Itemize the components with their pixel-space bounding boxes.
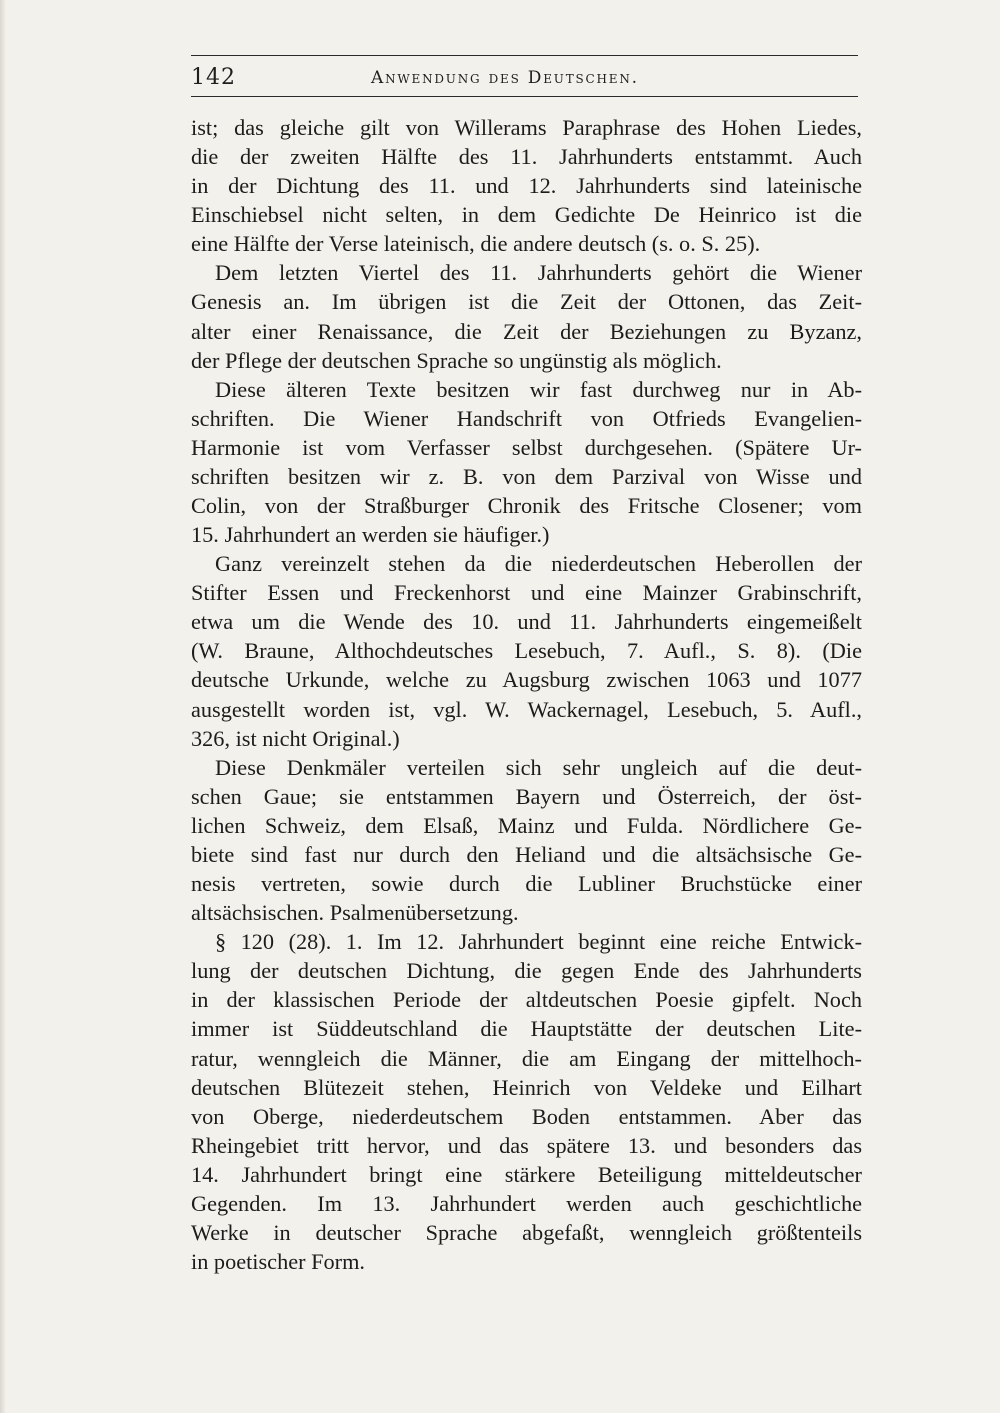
text-line: biete sind fast nur durch den Heliand und die altsächsische Ge- <box>191 841 862 867</box>
text-line: Gegenden. Im 13. Jahrhundert werden auch geschichtliche <box>191 1190 862 1216</box>
page-number: 142 <box>191 65 236 90</box>
text-line: der Pflege der deutschen Sprache so ungünstig als möglich. <box>191 347 722 373</box>
running-head: Anwendung des Deutschen. <box>371 68 639 88</box>
text-line: ist; das gleiche gilt von Willerams Paraphrase des Hohen Liedes, <box>191 115 862 140</box>
text-line: lung der deutschen Dichtung, die gegen Ende des Jahrhunderts <box>191 958 862 984</box>
text-line: schen Gaue; sie entstammen Bayern und Österreich, der öst- <box>191 783 862 809</box>
text-line: § 120 (28). 1. Im 12. Jahrhundert beginnt eine reiche Entwick- <box>215 929 862 955</box>
text-line: deutsche Urkunde, welche zu Augsburg zwischen 1063 und 1077 <box>191 667 862 693</box>
text-line: alter einer Renaissance, die Zeit der Beziehungen zu Byzanz, <box>191 318 862 344</box>
page-header <box>191 62 858 92</box>
page-gutter-shadow <box>0 0 6 1413</box>
text-line: in der klassischen Periode der altdeutschen Poesie gipfelt. Noch <box>191 987 862 1013</box>
text-line: schriften besitzen wir z. B. von dem Parzival von Wisse und <box>191 463 862 489</box>
body-text <box>191 113 862 1276</box>
text-line: Stifter Essen und Freckenhorst und eine Mainzer Grabinschrift, <box>191 580 862 606</box>
text-line: die der zweiten Hälfte des 11. Jahrhunderts entstammt. Auch <box>191 144 862 170</box>
text-line: in der Dichtung des 11. und 12. Jahrhunderts sind lateinische <box>191 173 862 199</box>
text-line: lichen Schweiz, dem Elsaß, Mainz und Fulda. Nördlichere Ge- <box>191 812 862 838</box>
text-line: (W. Braune, Althochdeutsches Lesebuch, 7. Aufl., S. 8). (Die <box>191 638 862 664</box>
text-line: Harmonie ist vom Verfasser selbst durchgesehen. (Spätere Ur- <box>191 434 862 460</box>
text-line: 15. Jahrhundert an werden sie häufiger.) <box>191 522 550 548</box>
text-line: in poetischer Form. <box>191 1249 366 1275</box>
text-line: Dem letzten Viertel des 11. Jahrhunderts gehört die Wiener <box>215 260 862 286</box>
header-rule-bottom <box>191 96 858 97</box>
text-line: deutschen Blütezeit stehen, Heinrich von Veldeke und Eilhart <box>191 1074 862 1100</box>
text-line: schriften. Die Wiener Handschrift von Otfrieds Evangelien- <box>191 405 862 431</box>
text-line: ratur, wenngleich die Männer, die am Eingang der mittelhoch- <box>191 1045 862 1071</box>
text-line: Diese älteren Texte besitzen wir fast durchweg nur in Ab- <box>215 376 862 402</box>
text-line: eine Hälfte der Verse lateinisch, die andere deutsch (s. o. S. 25). <box>191 231 761 257</box>
header-rule-top <box>191 55 858 56</box>
text-line: nesis vertreten, sowie durch die Lubliner Bruchstücke einer <box>191 871 862 897</box>
text-line: Einschiebsel nicht selten, in dem Gedichte De Heinrico ist die <box>191 202 862 228</box>
text-line: Diese Denkmäler verteilen sich sehr ungleich auf die deut- <box>215 754 862 780</box>
text-line: Rheingebiet tritt hervor, und das spätere 13. und besonders das <box>191 1132 862 1158</box>
text-line: immer ist Süddeutschland die Hauptstätte der deutschen Lite- <box>191 1016 862 1042</box>
text-line: etwa um die Wende des 10. und 11. Jahrhunderts eingemeißelt <box>191 609 862 635</box>
text-line: Werke in deutscher Sprache abgefaßt, wenngleich größtenteils <box>191 1219 862 1245</box>
text-line: Colin, von der Straßburger Chronik des Fritsche Closener; vom <box>191 493 862 519</box>
text-line: ausgestellt worden ist, vgl. W. Wackernagel, Lesebuch, 5. Aufl., <box>191 696 862 722</box>
text-line: von Oberge, niederdeutschem Boden entstammen. Aber das <box>191 1103 862 1129</box>
text-line: Ganz vereinzelt stehen da die niederdeutschen Heberollen der <box>215 551 862 577</box>
text-line: Genesis an. Im übrigen ist die Zeit der Ottonen, das Zeit- <box>191 289 862 315</box>
text-line: 14. Jahrhundert bringt eine stärkere Beteiligung mitteldeutscher <box>191 1161 862 1187</box>
text-line: 326, ist nicht Original.) <box>191 725 400 751</box>
text-line: altsächsischen. Psalmenübersetzung. <box>191 900 519 926</box>
